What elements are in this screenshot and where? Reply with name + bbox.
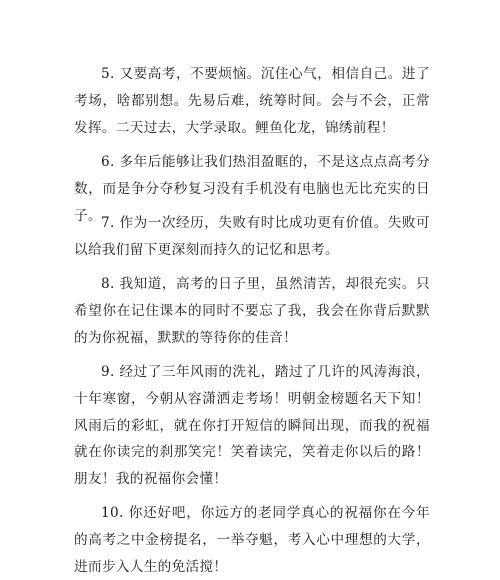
paragraph-8: 8. 我知道，高考的日子里，虽然清苦，却很充实。只希望你在记住课本的同时不要忘了我，我会在你背后默默的为你祝福，默默的等待你的佳音！ [74,276,430,346]
paragraph-9: 9. 经过了三年风雨的洗礼，踏过了几许的风涛海浪，十年寒窗，今朝从容潇洒走考场！明朝金榜题名天下知！风雨后的彩虹，就在你打开短信的瞬间出现，而我的祝福就在你读完的刹那笑完！笑着读完，笑着走你以后的路！朋友！我的祝福你会懂！ [74,364,430,488]
paragraph-7: 7. 作为一次经历，失败有时比成功更有价值。失败可以给我们留下更深刻而持久的记忆和思考。 [74,215,430,258]
paragraph-10: 10. 你还好吧，你远方的老同学真心的祝福你在今年的高考之中金榜提名，一举夺魁，考入心中理想的大学，进而步入人生的免活搅！ [74,505,430,575]
paragraph-5: 5. 又要高考，不要烦恼。沉住心气，相信自己。进了考场，啥都别想。先易后难，统筹时间。会与不会，正常发挥。二天过去，大学录取。鲤鱼化龙，锦绣前程！ [74,66,430,136]
paragraph-6: 6. 多年后能够让我们热泪盈眶的，不是这点点高考分数，而是争分夺秒复习没有手机没有电脑也无比充实的日子。 [74,154,430,224]
